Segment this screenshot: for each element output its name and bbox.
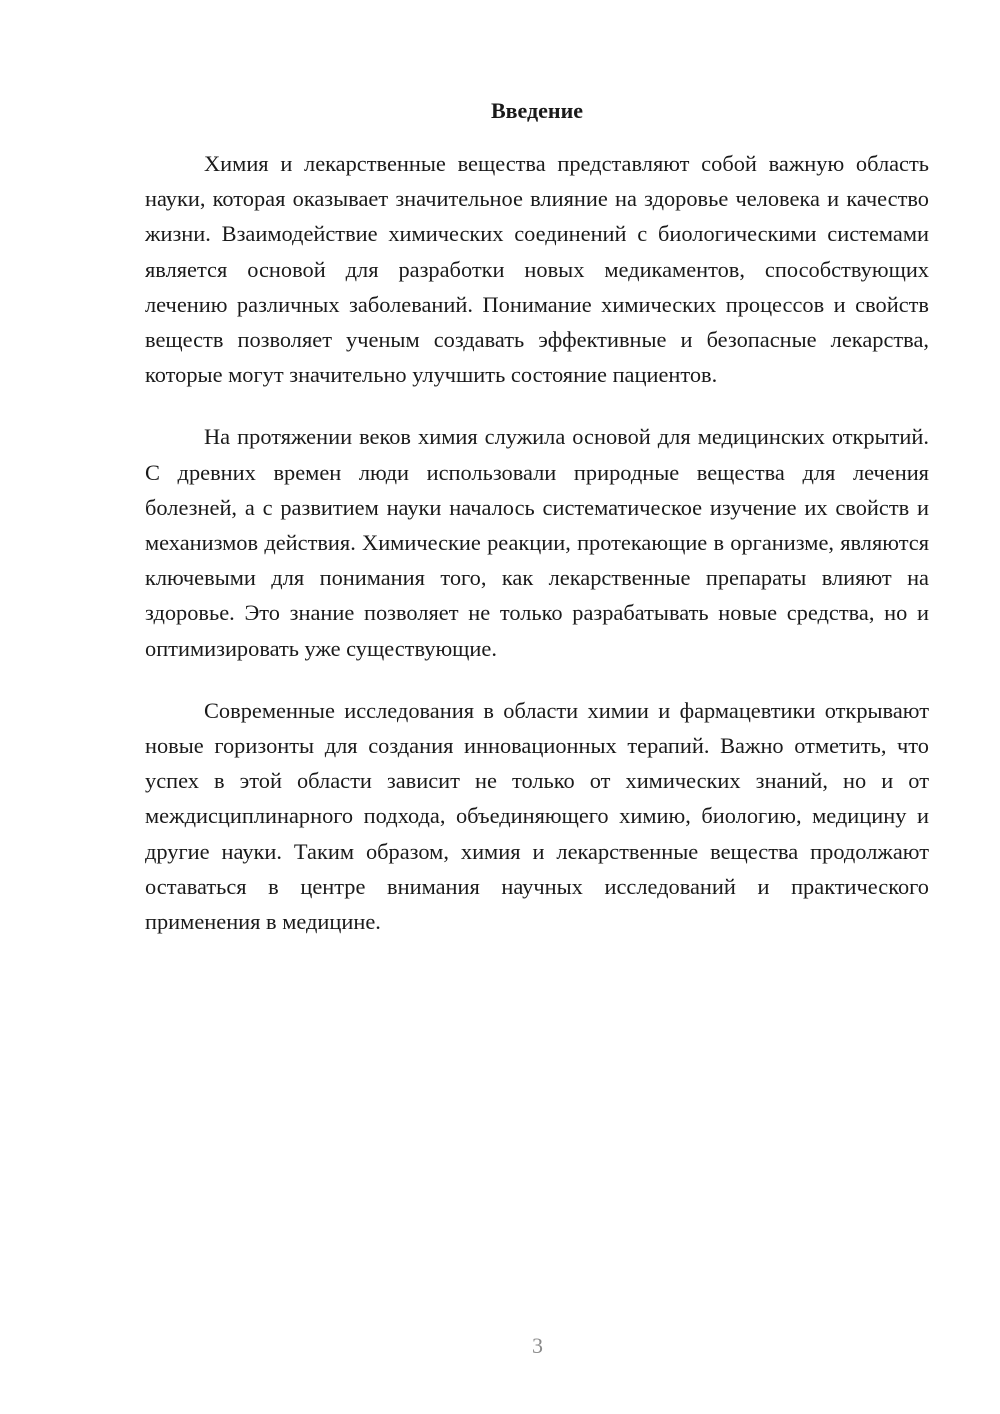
paragraph-3: Современные исследования в области химии и фармацевтики открывают новые горизонты для создания инновационных терапий. Важно отметить, что успех в этой области зависит не только от химических знаний, но и от междисциплинарного подхода, объединяющего химию, биологию, медицину и другие науки. Таким образом, химия и лекарственные вещества продолжают оставаться в центре внимания научных исследований и практического применения в медицине. [145, 697, 929, 935]
paragraph-2: На протяжении веков химия служила основой для медицинских открытий. С древних времен люди использовали природные вещества для лечения болезней, а с развитием науки началось систематическое изучение их свойств и механизмов действия. Химические реакции, протекающие в организме, являются ключевыми для понимания того, как лекарственные препараты влияют на здоровье. Это знание позволяет не только разрабатывать новые средства, но и оптимизировать уже существующие. [145, 424, 929, 661]
paragraph-1: Химия и лекарственные вещества представляют собой важную область науки, которая оказывает значительное влияние на здоровье человека и качество жизни. Взаимодействие химических соединений с биологическими системами является основой для разработки новых медикаментов, способствующих лечению различных заболеваний. Понимание химических процессов и свойств веществ позволяет ученым создавать эффективные и безопасные лекарства, которые могут значительно улучшить состояние пациентов. [145, 151, 929, 388]
page-content [145, 96, 929, 966]
page-number: 3 [532, 1333, 543, 1358]
section-heading: Введение [490, 98, 584, 123]
